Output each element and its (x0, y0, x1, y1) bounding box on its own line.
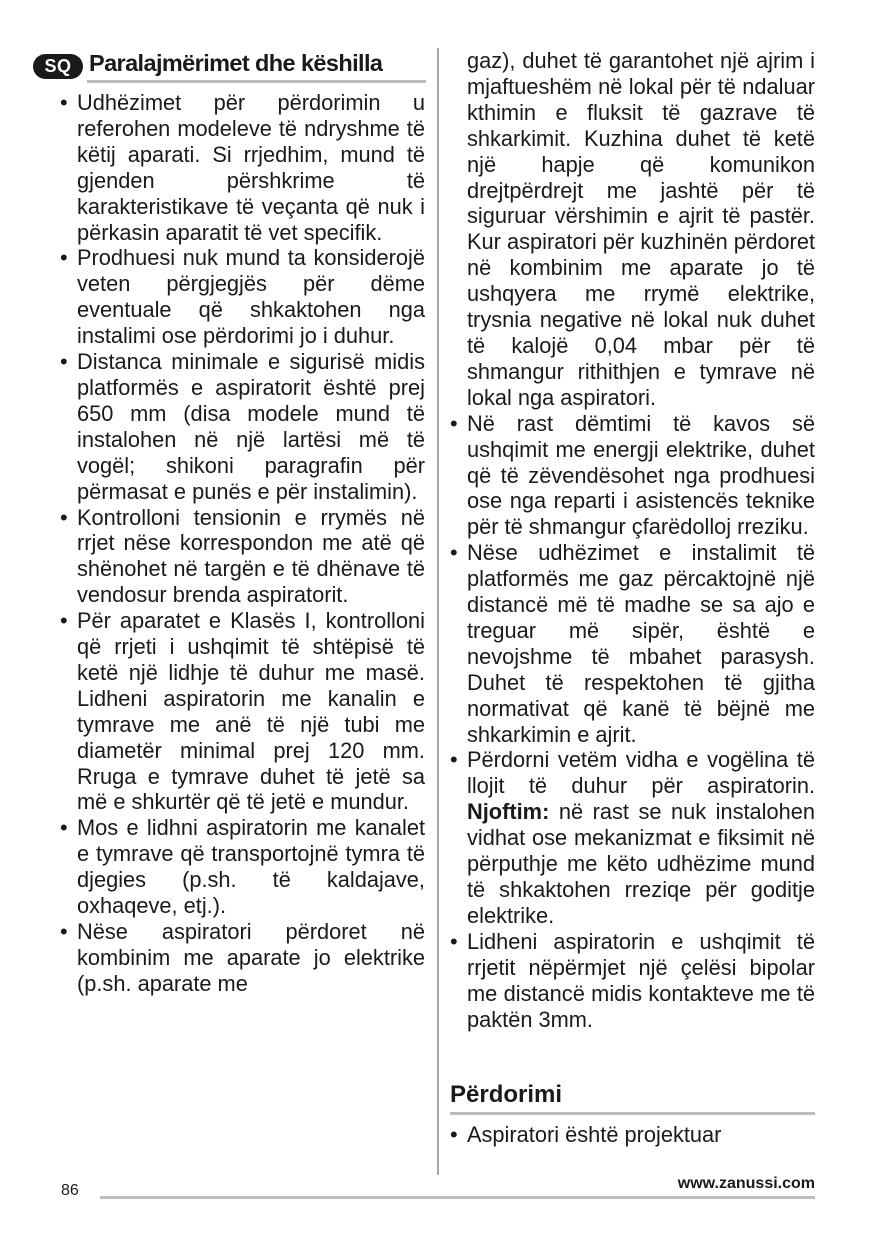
bullet-icon: • (60, 349, 68, 375)
bullet-icon: • (450, 1122, 458, 1147)
warning-item-bipolar-switch: • Lidheni aspiratorin e ushqimit të rrjetit nëpërmjet një çelësi bipolar me distancë midis kontakteve me të paktën 3mm. (450, 928, 815, 1032)
section-rule (450, 1112, 815, 1115)
warning-item-voltage: • Kontrolloni tensionin e rrymës në rrjet nëse korrespondon me atë që shënohet në targën e të dhënave të vendosur brenda aspiratorit. (60, 504, 425, 608)
notice-label: Njoftim: (467, 799, 550, 825)
warning-item-grounding: • Për aparatet e Klasës I, kontrolloni që rrjeti i ushqimit të shtëpisë të ketë një lidhje të duhur me masë. Lidheni aspiratorin me kanalin e tymrave me anë të një tubi me diametër minimal prej 120 mm. Rruga e tymrave duhet të jetë sa më e shkurtër që të jetë e mundur. (60, 608, 425, 815)
warning-item-ventilation-continued: gaz), duhet të garantohet një ajrim i mjaftueshëm në lokal për të ndaluar kthimin e fluksit të gazrave të shkarkimit. Kuzhina duhet të ketë një hapje që komunikon drejtpërdrejt me jashtë për të siguruar vërshimin e ajrit të pastër. Kur aspiratori për kuzhinën përdoret në kombinim me aparate jo të ushqyera me rrymë elektrike, trysnia negative në lokal nuk duhet të kalojë 0,04 mbar për të shmangur rithithjen e tymrave në lokal nga aspiratori. (467, 48, 815, 410)
header-rule (87, 80, 426, 83)
bullet-icon: • (60, 815, 68, 841)
bullet-icon: • (60, 608, 68, 634)
usage-section-header (450, 1080, 815, 1116)
footer-rule (100, 1196, 815, 1199)
bullet-icon: • (450, 747, 458, 773)
right-column (450, 48, 815, 1032)
bullet-icon: • (450, 410, 458, 436)
warning-item-gas-hob: • Nëse udhëzimet e instalimit të platformës me gaz përcaktojnë një distancë më të madhe se sa ajo e treguar më sipër, është e nevojshme të mbahet parasysh. Duhet të respektohen të gjitha normativat që kanë të bëjnë me shkarkimin e ajrit. (450, 540, 815, 747)
warning-item-instructions: • Udhëzimet për përdorimin u referohen modeleve të ndryshme të këtij aparati. Si rrjedhim, mund të gjenden përshkrime të karakteristikave të veçanta që nuk i përkasin aparatit të vet specifik. (60, 90, 425, 245)
bullet-icon: • (60, 504, 68, 530)
column-divider (437, 48, 439, 1175)
warning-item-ventilation: • Nëse aspiratori përdoret në kombinim me aparate jo elektrike (p.sh. aparate me (60, 919, 425, 996)
warning-item-cable: • Në rast dëmtimi të kavos së ushqimit me energji elektrike, duhet që të zëvendësohet nga prodhuesi ose nga reparti i asistencës teknike për të shmangur çfarëdolloj rreziku. (450, 410, 815, 540)
bullet-icon: • (450, 928, 458, 954)
left-column (60, 90, 425, 997)
warning-item-screws: • Përdorni vetëm vidha e vogëlina të llojit të duhur për aspiratorin. Njoftim: në rast se nuk instalohen vidhat ose mekanizmat e fiksimit në përputhje me këto udhëzime mund të shkaktohen rreziqe për goditje elektrike. (450, 747, 815, 928)
section-header (33, 48, 426, 82)
bullet-icon: • (60, 919, 68, 944)
warning-item-liability: • Prodhuesi nuk mund ta konsiderojë veten përgjegjës për dëme eventuale që shkaktohen nga instalimi ose përdorimi jo i duhur. (60, 245, 425, 349)
bullet-icon: • (60, 90, 68, 115)
page-title: Paralajmërimet dhe këshilla (89, 50, 383, 76)
bullet-icon: • (450, 540, 458, 566)
usage-item: • Aspiratori është projektuar (450, 1122, 722, 1147)
usage-section-title: Përdorimi (450, 1081, 563, 1108)
footer-url: www.zanussi.com (677, 1175, 815, 1192)
page-number: 86 (61, 1182, 79, 1199)
bullet-icon: • (60, 245, 68, 271)
language-badge: SQ (33, 54, 83, 79)
warning-item-distance: • Distanca minimale e sigurisë midis platformës e aspiratorit është prej 650 mm (disa modele mund të instalohen në një lartësi më të vogël; shikoni paragrafin për përmasat e punës e për instalimin). (60, 349, 425, 504)
warning-item-flue: • Mos e lidhni aspiratorin me kanalet e tymrave që transportojnë tymra të djegies (p.sh. të kaldajave, oxhaqeve, etj.). (60, 815, 425, 919)
